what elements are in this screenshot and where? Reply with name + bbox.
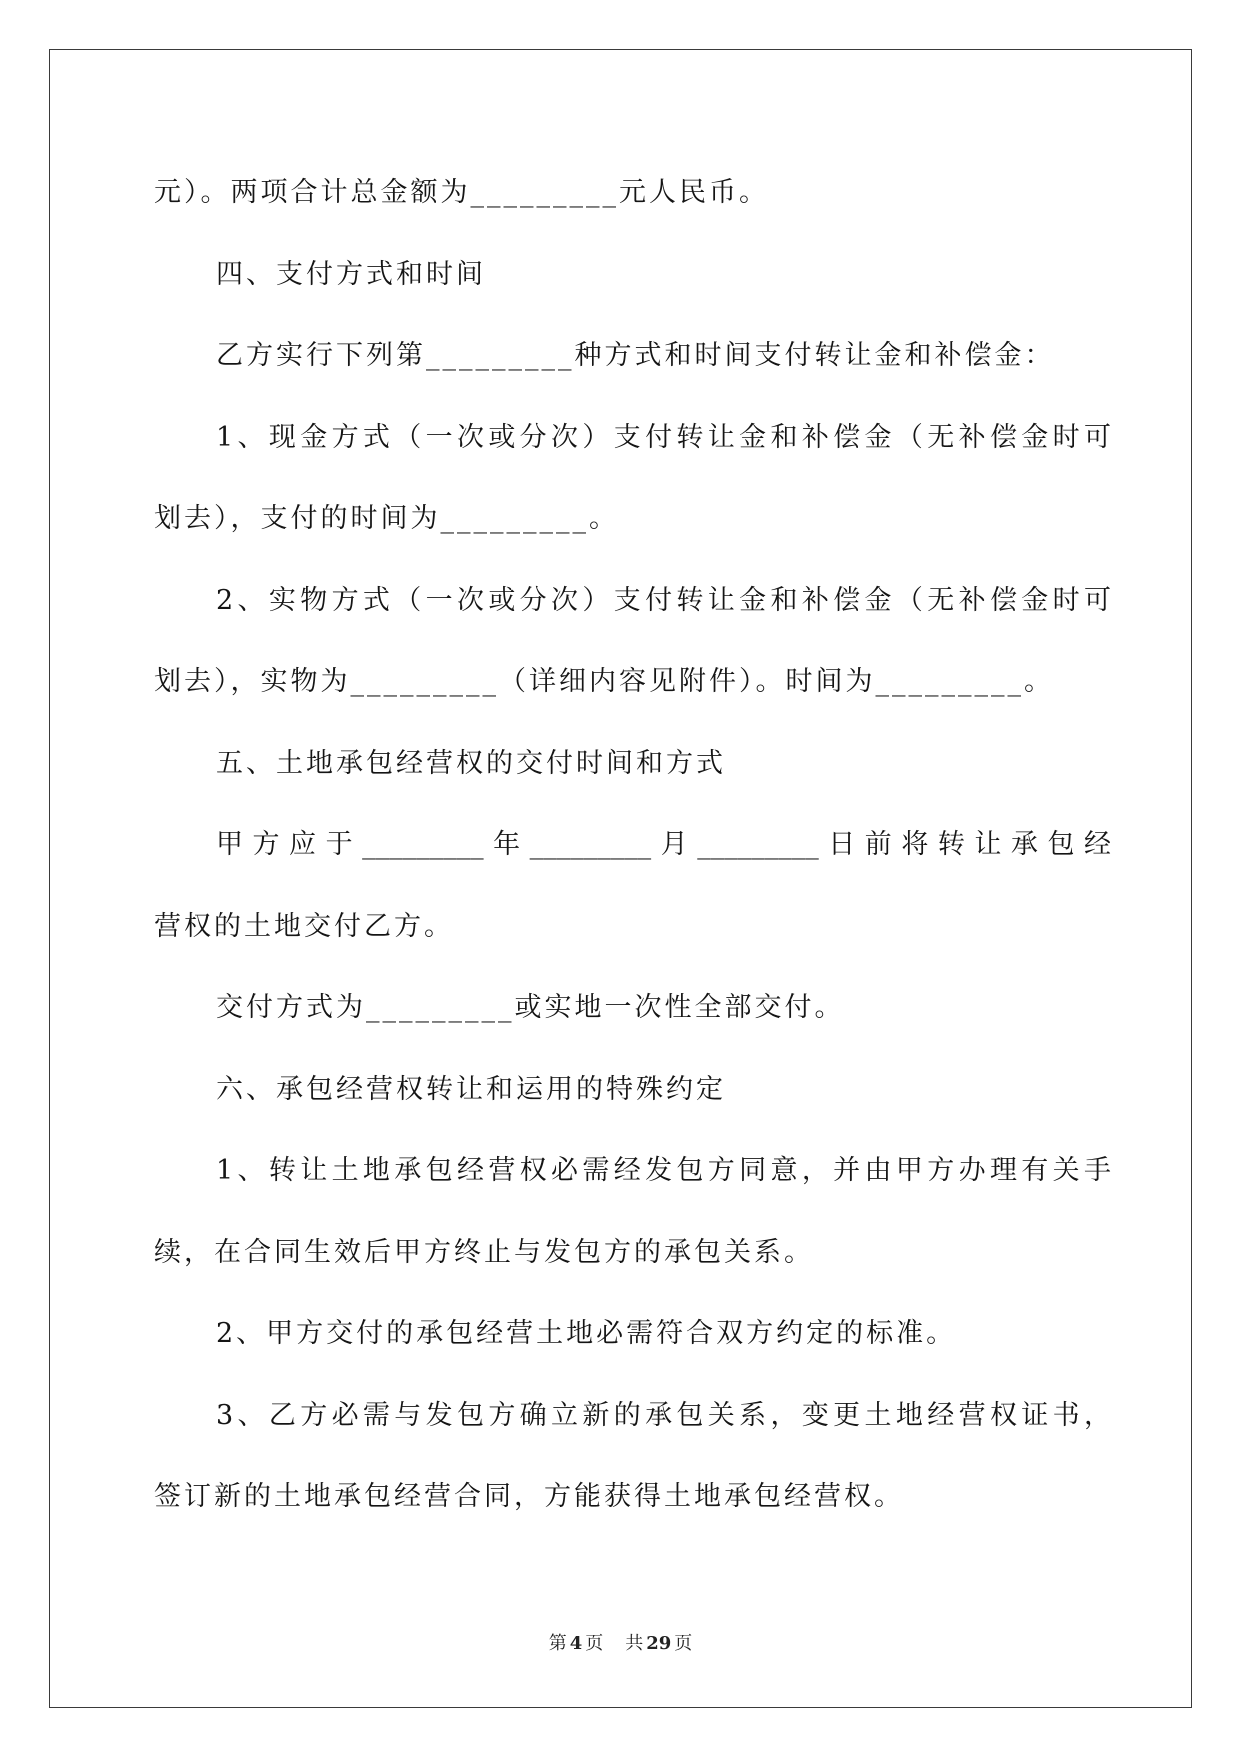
paragraph-line: 2、甲方交付的承包经营土地必需符合双方约定的标准。 <box>216 1318 957 1349</box>
paragraph-line: 3、乙方必需与发包方确立新的承包关系，变更土地经营权证书， <box>216 1399 1111 1431</box>
paragraph-line: 划去），支付的时间为_________。 <box>154 503 619 534</box>
page-number-suffix: 页 <box>585 1633 604 1654</box>
paragraph-line: 1、转让土地承包经营权必需经发包方同意，并由甲方办理有关手 <box>216 1155 1111 1186</box>
total-pages-prefix: 共 <box>625 1633 644 1654</box>
paragraph-line: 元）。两项合计总金额为_________元人民币。 <box>154 177 769 208</box>
paragraph-line: 乙方实行下列第_________种方式和时间支付转让金和补偿金： <box>216 340 1055 371</box>
paragraph-line: 1、现金方式（一次或分次）支付转让金和补偿金（无补偿金时可 <box>216 421 1111 453</box>
section-heading-payment: 四、支付方式和时间 <box>216 258 486 290</box>
document-body <box>154 152 1111 1538</box>
paragraph-line: 2、实物方式（一次或分次）支付转让金和补偿金（无补偿金时可 <box>216 584 1111 616</box>
section-heading-delivery: 五、土地承包经营权的交付时间和方式 <box>216 747 726 779</box>
paragraph-line: 营权的土地交付乙方。 <box>154 910 454 942</box>
section-heading-special-terms: 六、承包经营权转让和运用的特殊约定 <box>216 1073 726 1105</box>
page-number-prefix: 第 <box>548 1633 567 1654</box>
paragraph-line: 续，在合同生效后甲方终止与发包方的承包关系。 <box>154 1236 814 1268</box>
total-pages-number: 29 <box>646 1633 672 1654</box>
paragraph-line: 签订新的土地承包经营合同，方能获得土地承包经营权。 <box>154 1481 904 1512</box>
paragraph-line: 交付方式为_________或实地一次性全部交付。 <box>216 992 845 1023</box>
current-page-number: 4 <box>569 1633 583 1654</box>
paragraph-line: 甲方应于_________年_________月_________日前将转让承包经 <box>216 829 1111 860</box>
page-footer <box>0 1631 1241 1657</box>
total-pages-suffix: 页 <box>674 1633 693 1654</box>
paragraph-line: 划去），实物为_________（详细内容见附件）。时间为_________。 <box>154 666 1054 697</box>
